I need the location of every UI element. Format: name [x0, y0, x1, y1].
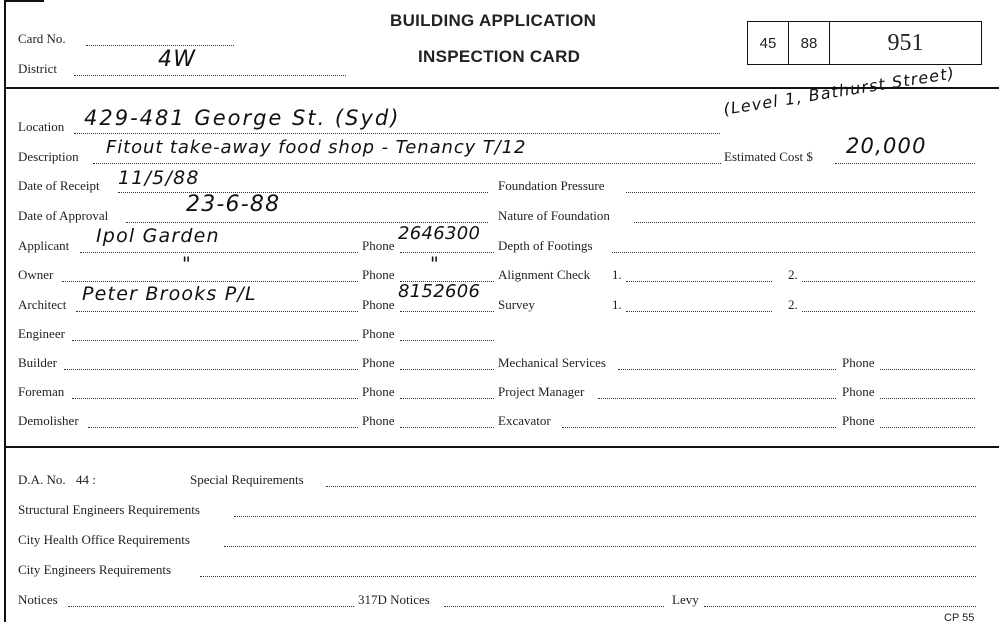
city-engineers-label: City Engineers Requirements	[18, 562, 172, 577]
survey-label: Survey	[498, 297, 535, 312]
project-manager-line	[598, 397, 836, 399]
engineer-label: Engineer	[18, 326, 65, 341]
card-top-edge	[4, 0, 44, 2]
description-line	[93, 162, 721, 164]
engineer-phone-line	[400, 339, 494, 341]
alignment-one-line	[626, 280, 772, 282]
mechanical-label: Mechanical Services	[498, 355, 606, 370]
requirements-divider	[6, 446, 999, 448]
date-receipt-value: 11/5/88	[118, 167, 200, 189]
applicant-value: Ipol Garden	[96, 225, 220, 247]
mechanical-phone-label: Phone	[842, 355, 875, 370]
applicant-label: Applicant	[18, 238, 70, 253]
alignment-one-label: 1.	[612, 267, 622, 282]
date-receipt-label: Date of Receipt	[18, 178, 100, 193]
excavator-phone-label: Phone	[842, 413, 875, 428]
demolisher-line	[88, 426, 358, 428]
survey-one-line	[626, 310, 772, 312]
builder-phone-line	[400, 368, 494, 370]
form-code: CP 55	[944, 612, 975, 624]
project-manager-label: Project Manager	[498, 384, 585, 399]
special-requirements-line	[326, 485, 976, 487]
project-manager-phone-line	[880, 397, 975, 399]
alignment-check-label: Alignment Check	[498, 267, 591, 282]
title-line1: BUILDING APPLICATION	[390, 11, 597, 30]
estimated-cost-line	[835, 162, 975, 164]
owner-value: "	[182, 253, 192, 275]
box-b: 88	[789, 22, 830, 64]
card-number: 951	[887, 29, 924, 56]
depth-footings-label: Depth of Footings	[498, 238, 593, 253]
card-no-label: Card No.	[18, 31, 66, 46]
mechanical-phone-line	[880, 368, 975, 370]
architect-value: Peter Brooks P/L	[82, 283, 257, 305]
notices-line	[68, 605, 354, 607]
location-line	[74, 132, 720, 134]
nature-foundation-line	[634, 221, 975, 223]
applicant-phone-value: 2646300	[398, 223, 481, 244]
alignment-two-label: 2.	[788, 267, 798, 282]
location-label: Location	[18, 119, 65, 134]
survey-two-line	[802, 310, 975, 312]
title-line2: INSPECTION CARD	[418, 47, 581, 66]
da-value: 44 :	[76, 472, 96, 487]
survey-one-label: 1.	[612, 297, 622, 312]
date-approval-value: 23-6-88	[186, 192, 281, 217]
excavator-phone-line	[880, 426, 975, 428]
foreman-line	[72, 397, 358, 399]
owner-label: Owner	[18, 267, 54, 282]
owner-phone-value: "	[430, 253, 440, 275]
date-receipt-line	[118, 191, 488, 193]
alignment-two-line	[802, 280, 975, 282]
foundation-pressure-label: Foundation Pressure	[498, 178, 605, 193]
builder-phone-label: Phone	[362, 355, 395, 370]
notices-317d-line	[444, 605, 664, 607]
demolisher-label: Demolisher	[18, 413, 79, 428]
district-line	[74, 74, 346, 76]
builder-line	[64, 368, 358, 370]
engineer-line	[72, 339, 358, 341]
location-value: 429-481 George St. (Syd)	[84, 106, 401, 130]
description-value: Fitout take-away food shop - Tenancy T/12	[106, 137, 527, 158]
project-manager-phone-label: Phone	[842, 384, 875, 399]
estimated-cost-label: Estimated Cost $	[724, 149, 813, 164]
location-note: (Level 1, Bathurst Street)	[722, 63, 957, 119]
city-health-line	[224, 545, 976, 547]
card-number-box	[747, 21, 982, 65]
architect-phone-line	[400, 310, 494, 312]
estimated-cost-value: 20,000	[846, 134, 927, 158]
demolisher-phone-line	[400, 426, 494, 428]
foreman-label: Foreman	[18, 384, 65, 399]
owner-line	[62, 280, 358, 282]
special-requirements-label: Special Requirements	[190, 472, 304, 487]
foreman-phone-line	[400, 397, 494, 399]
date-approval-label: Date of Approval	[18, 208, 109, 223]
da-label: D.A. No.	[18, 472, 66, 487]
structural-line	[234, 515, 976, 517]
survey-two-label: 2.	[788, 297, 798, 312]
card-left-edge	[4, 0, 6, 622]
district-label: District	[18, 61, 57, 76]
structural-label: Structural Engineers Requirements	[18, 502, 200, 517]
nature-foundation-label: Nature of Foundation	[498, 208, 610, 223]
notices-label: Notices	[18, 592, 58, 607]
foreman-phone-label: Phone	[362, 384, 395, 399]
mechanical-line	[618, 368, 836, 370]
architect-phone-label: Phone	[362, 297, 395, 312]
applicant-line	[80, 251, 358, 253]
excavator-label: Excavator	[498, 413, 551, 428]
levy-line	[704, 605, 976, 607]
applicant-phone-label: Phone	[362, 238, 395, 253]
depth-footings-line	[612, 251, 975, 253]
city-health-label: City Health Office Requirements	[18, 532, 190, 547]
description-label: Description	[18, 149, 79, 164]
levy-label: Levy	[672, 592, 699, 607]
excavator-line	[562, 426, 836, 428]
foundation-pressure-line	[626, 191, 975, 193]
architect-line	[76, 310, 358, 312]
city-engineers-line	[200, 575, 976, 577]
notices-317d-label: 317D Notices	[358, 592, 430, 607]
builder-label: Builder	[18, 355, 57, 370]
applicant-phone-line	[400, 251, 494, 253]
demolisher-phone-label: Phone	[362, 413, 395, 428]
district-value: 4W	[158, 47, 197, 72]
architect-phone-value: 8152606	[398, 281, 481, 302]
engineer-phone-label: Phone	[362, 326, 395, 341]
owner-phone-label: Phone	[362, 267, 395, 282]
architect-label: Architect	[18, 297, 67, 312]
card-no-line	[86, 44, 234, 46]
box-a: 45	[748, 22, 789, 64]
